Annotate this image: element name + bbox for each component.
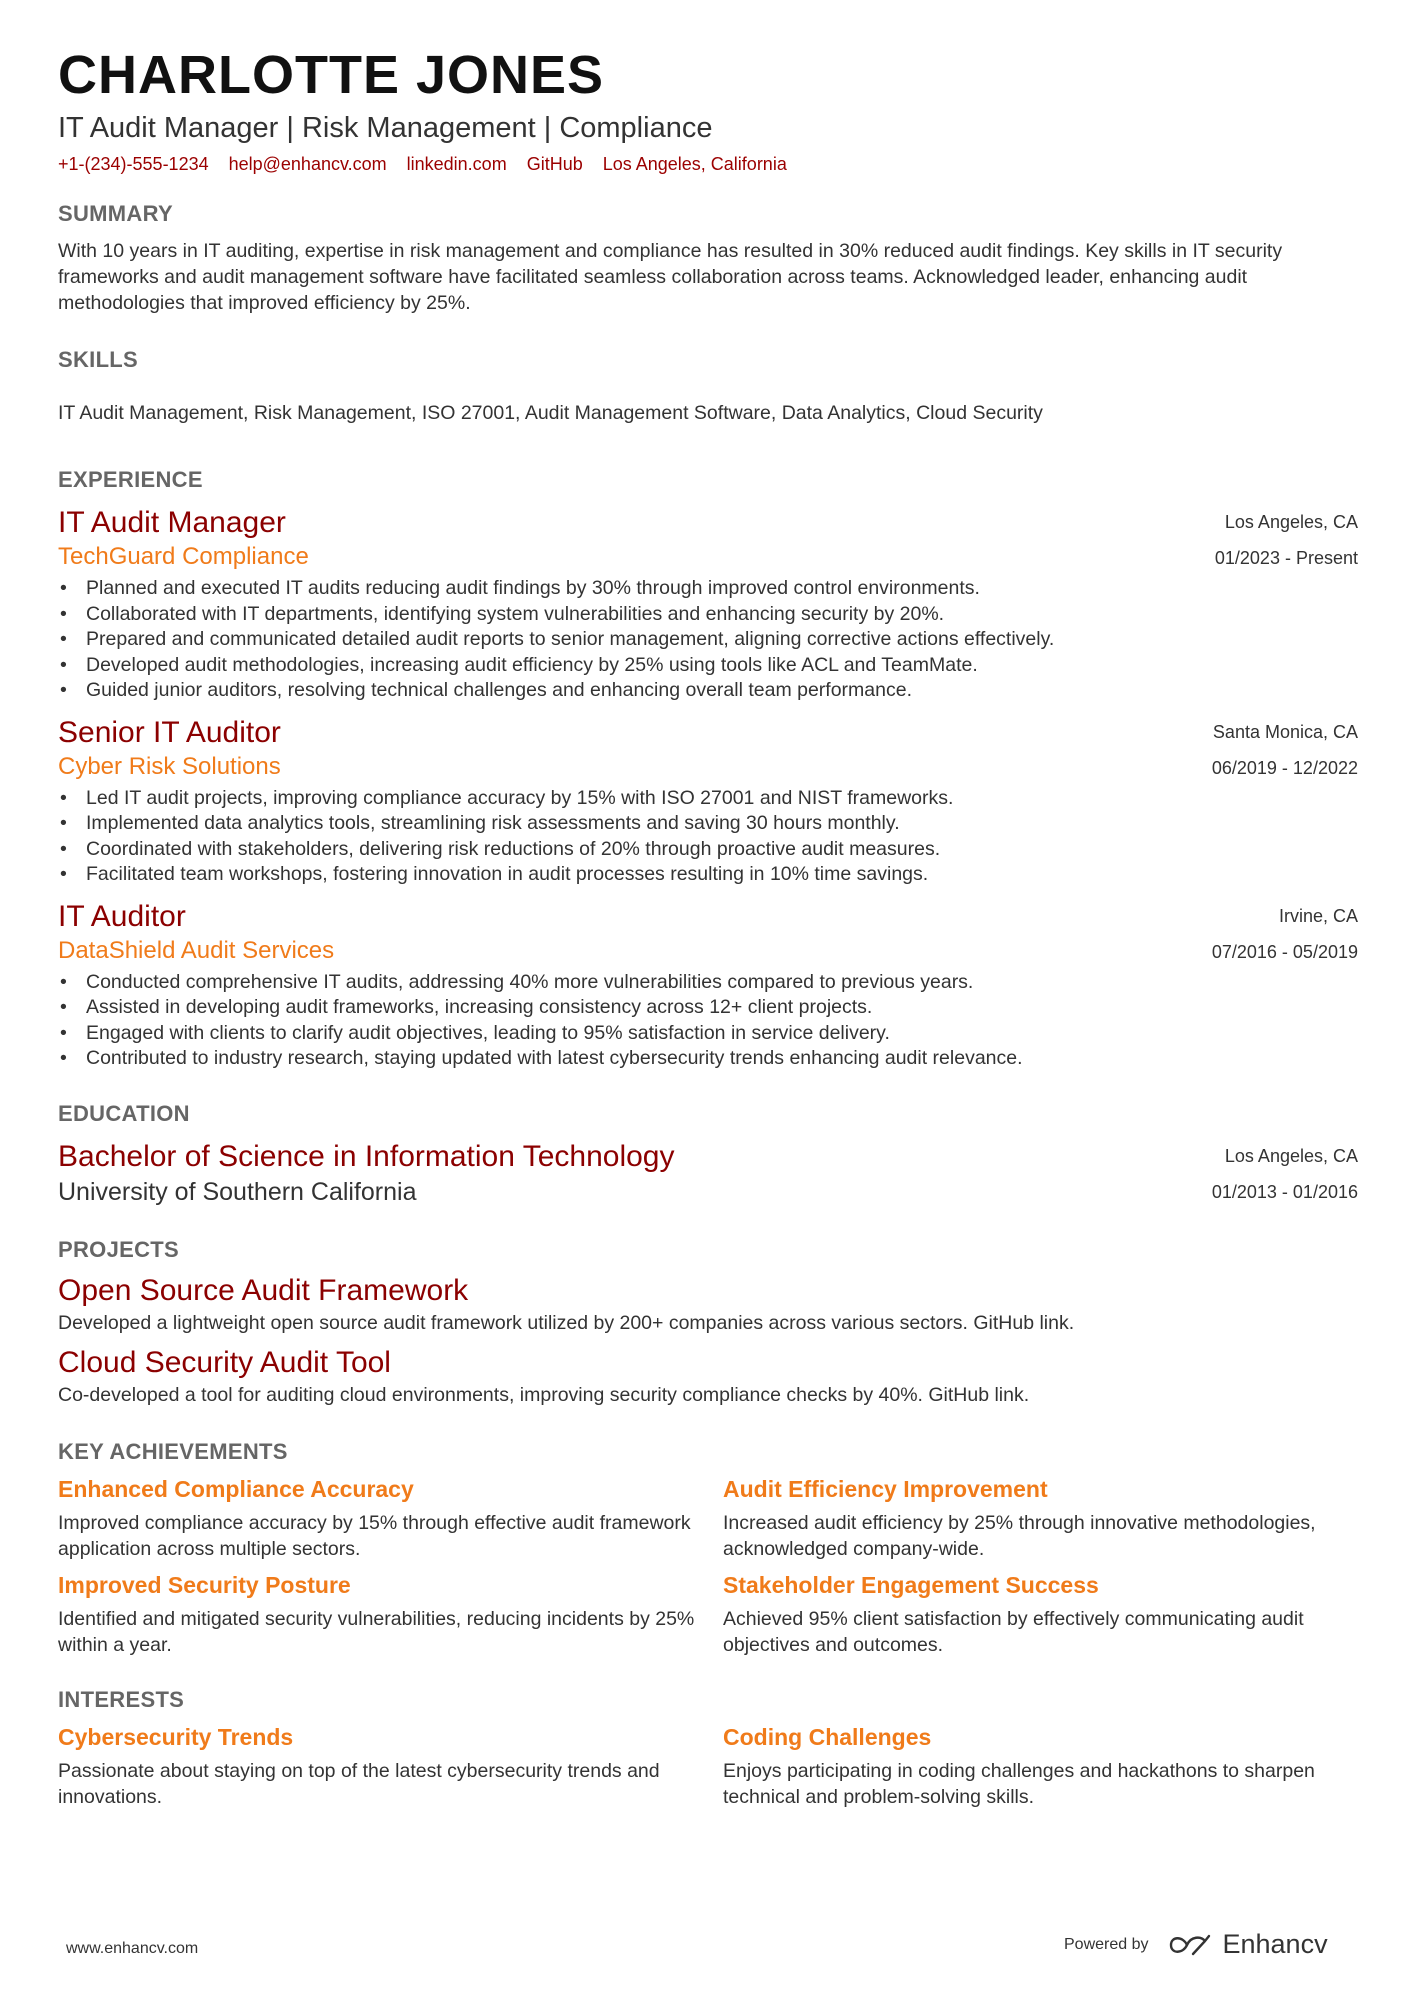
project-title: Open Source Audit Framework [58,1273,469,1307]
achievement-item [723,1474,1358,1562]
achievement-text: Increased audit efficiency by 25% through innovative methodologies, acknowledged company-wide. [723,1511,1316,1560]
projects-heading: PROJECTS [58,1236,179,1262]
experience-entry [58,504,1358,704]
education-entry [58,1138,1358,1208]
bullet-item: • Facilitated team workshops, fostering innovation in audit processes resulting in 10% time savings. [58,862,1358,888]
bullet-list [58,576,1358,704]
bullet-item: • Conducted comprehensive IT audits, addressing 40% more vulnerabilities compared to previous years. [58,970,1358,996]
interest-title: Coding Challenges [723,1723,932,1750]
bullet-item: • Coordinated with stakeholders, delivering risk reductions of 20% through proactive audit measures. [58,837,1358,863]
enhancv-logo-icon [1167,1932,1213,1958]
achievement-text: Improved compliance accuracy by 15% through effective audit framework application across multiple sectors. [58,1511,691,1560]
interests-heading: INTERESTS [58,1686,185,1712]
summary-text: With 10 years in IT auditing, expertise in risk management and compliance has resulted in 30% reduced audit findings. Key skills in IT security frameworks and audit management software have facilitated seamless collaboration across teams. Acknowledged leader, enhancing audit methodologies that improved efficiency by 25%. [58,240,1283,314]
achievements-heading: KEY ACHIEVEMENTS [58,1438,288,1464]
achievement-title: Audit Efficiency Improvement [723,1475,1048,1502]
achievement-item [58,1474,723,1562]
experience-entry [58,714,1358,888]
interest-item [723,1722,1358,1810]
brand-name: Enhancv [1222,1929,1328,1959]
contact-linkedin[interactable]: linkedin.com [406,154,507,174]
job-dates: 06/2019 - 12/2022 [1211,757,1358,778]
entry-meta [1212,1138,1358,1210]
interest-title: Cybersecurity Trends [58,1723,294,1750]
school-name: University of Southern California [58,1177,417,1206]
job-location: Irvine, CA [1278,905,1358,926]
bullet-item: • Assisted in developing audit frameworks, increasing consistency across 12+ client projects. [58,995,1358,1021]
bullet-list [58,970,1358,1072]
contact-row [58,152,1358,176]
entry-meta [1212,898,1358,970]
bullet-item: • Collaborated with IT departments, identifying system vulnerabilities and enhancing security by 20%. [58,602,1358,628]
bullet-list [58,786,1358,888]
interest-text: Enjoys participating in coding challenges and hackathons to sharpen technical and problem-solving skills. [723,1759,1315,1808]
job-dates: 01/2023 - Present [1214,548,1358,568]
bullet-item: • Implemented data analytics tools, streamlining risk assessments and saving 30 hours monthly. [58,811,1358,837]
project-description: Co-developed a tool for auditing cloud environments, improving security compliance checks by 40%. GitHub link. [58,1383,1030,1406]
company-name: Cyber Risk Solutions [58,752,281,780]
company-name: DataShield Audit Services [58,936,335,964]
bullet-item: • Contributed to industry research, staying updated with latest cybersecurity trends enhancing audit relevance. [58,1046,1358,1072]
footer-website[interactable]: www.enhancv.com [66,1940,199,1957]
education-dates: 01/2013 - 01/2016 [1211,1181,1358,1202]
bullet-item: • Engaged with clients to clarify audit objectives, leading to 95% satisfaction in service delivery. [58,1021,1358,1047]
achievement-title: Improved Security Posture [58,1571,351,1598]
interest-item [58,1722,723,1810]
job-location: Santa Monica, CA [1212,721,1358,742]
achievement-title: Stakeholder Engagement Success [723,1571,1099,1598]
job-title: IT Audit Manager [58,506,286,539]
experience-heading: EXPERIENCE [58,467,203,492]
bullet-item: • Planned and executed IT audits reducing audit findings by 30% through improved control environments. [58,576,1358,602]
bullet-item: • Developed audit methodologies, increasing audit efficiency by 25% using tools like ACL and TeamMate. [58,653,1358,679]
skills-text: IT Audit Management, Risk Management, ISO 27001, Audit Management Software, Data Analytics, Cloud Security [58,402,1043,424]
achievement-item [58,1570,723,1658]
brand-logo[interactable] [1167,1929,1328,1960]
education-location: Los Angeles, CA [1224,1145,1358,1166]
contact-email[interactable]: help@enhancv.com [228,154,387,174]
contact-github[interactable]: GitHub [526,154,583,174]
contact-phone[interactable]: +1-(234)-555-1234 [58,154,209,174]
contact-location: Los Angeles, California [602,154,787,174]
bullet-item: • Prepared and communicated detailed audit reports to senior management, aligning corrective actions effectively. [58,627,1358,653]
achievement-text: Identified and mitigated security vulnerabilities, reducing incidents by 25% within a year. [58,1607,695,1656]
entry-meta [1212,714,1358,786]
project-item [58,1344,1358,1408]
experience-entry [58,898,1358,1072]
achievement-item [723,1570,1358,1658]
summary-heading: SUMMARY [58,201,173,226]
job-title: Senior IT Auditor [58,715,281,749]
project-item [58,1272,1358,1336]
job-title: IT Auditor [58,899,186,933]
achievements-grid [58,1466,1358,1658]
degree-title: Bachelor of Science in Information Technology [58,1139,675,1173]
headline: IT Audit Manager | Risk Management | Compliance [58,112,713,144]
resume-page [58,40,1358,1810]
interests-grid [58,1714,1358,1810]
candidate-name: CHARLOTTE JONES [58,45,605,105]
bullet-item: • Guided junior auditors, resolving technical challenges and enhancing overall team performance. [58,678,1358,704]
powered-by-label: Powered by [1064,1935,1149,1953]
skills-heading: SKILLS [58,347,139,372]
project-title: Cloud Security Audit Tool [58,1345,391,1379]
entry-meta [1215,504,1358,576]
project-description: Developed a lightweight open source audit framework utilized by 200+ companies across various sectors. GitHub link. [58,1311,1075,1334]
job-location: Los Angeles, CA [1224,512,1358,532]
job-dates: 07/2016 - 05/2019 [1211,941,1358,962]
achievement-text: Achieved 95% client satisfaction by effectively communicating audit objectives and outcomes. [723,1607,1304,1656]
footer-branding [1064,1929,1328,1960]
bullet-item: • Led IT audit projects, improving compliance accuracy by 15% with ISO 27001 and NIST frameworks. [58,786,1358,812]
achievement-title: Enhanced Compliance Accuracy [58,1475,414,1502]
interest-text: Passionate about staying on top of the latest cybersecurity trends and innovations. [58,1759,660,1808]
company-name: TechGuard Compliance [58,543,309,570]
education-heading: EDUCATION [58,1100,190,1126]
